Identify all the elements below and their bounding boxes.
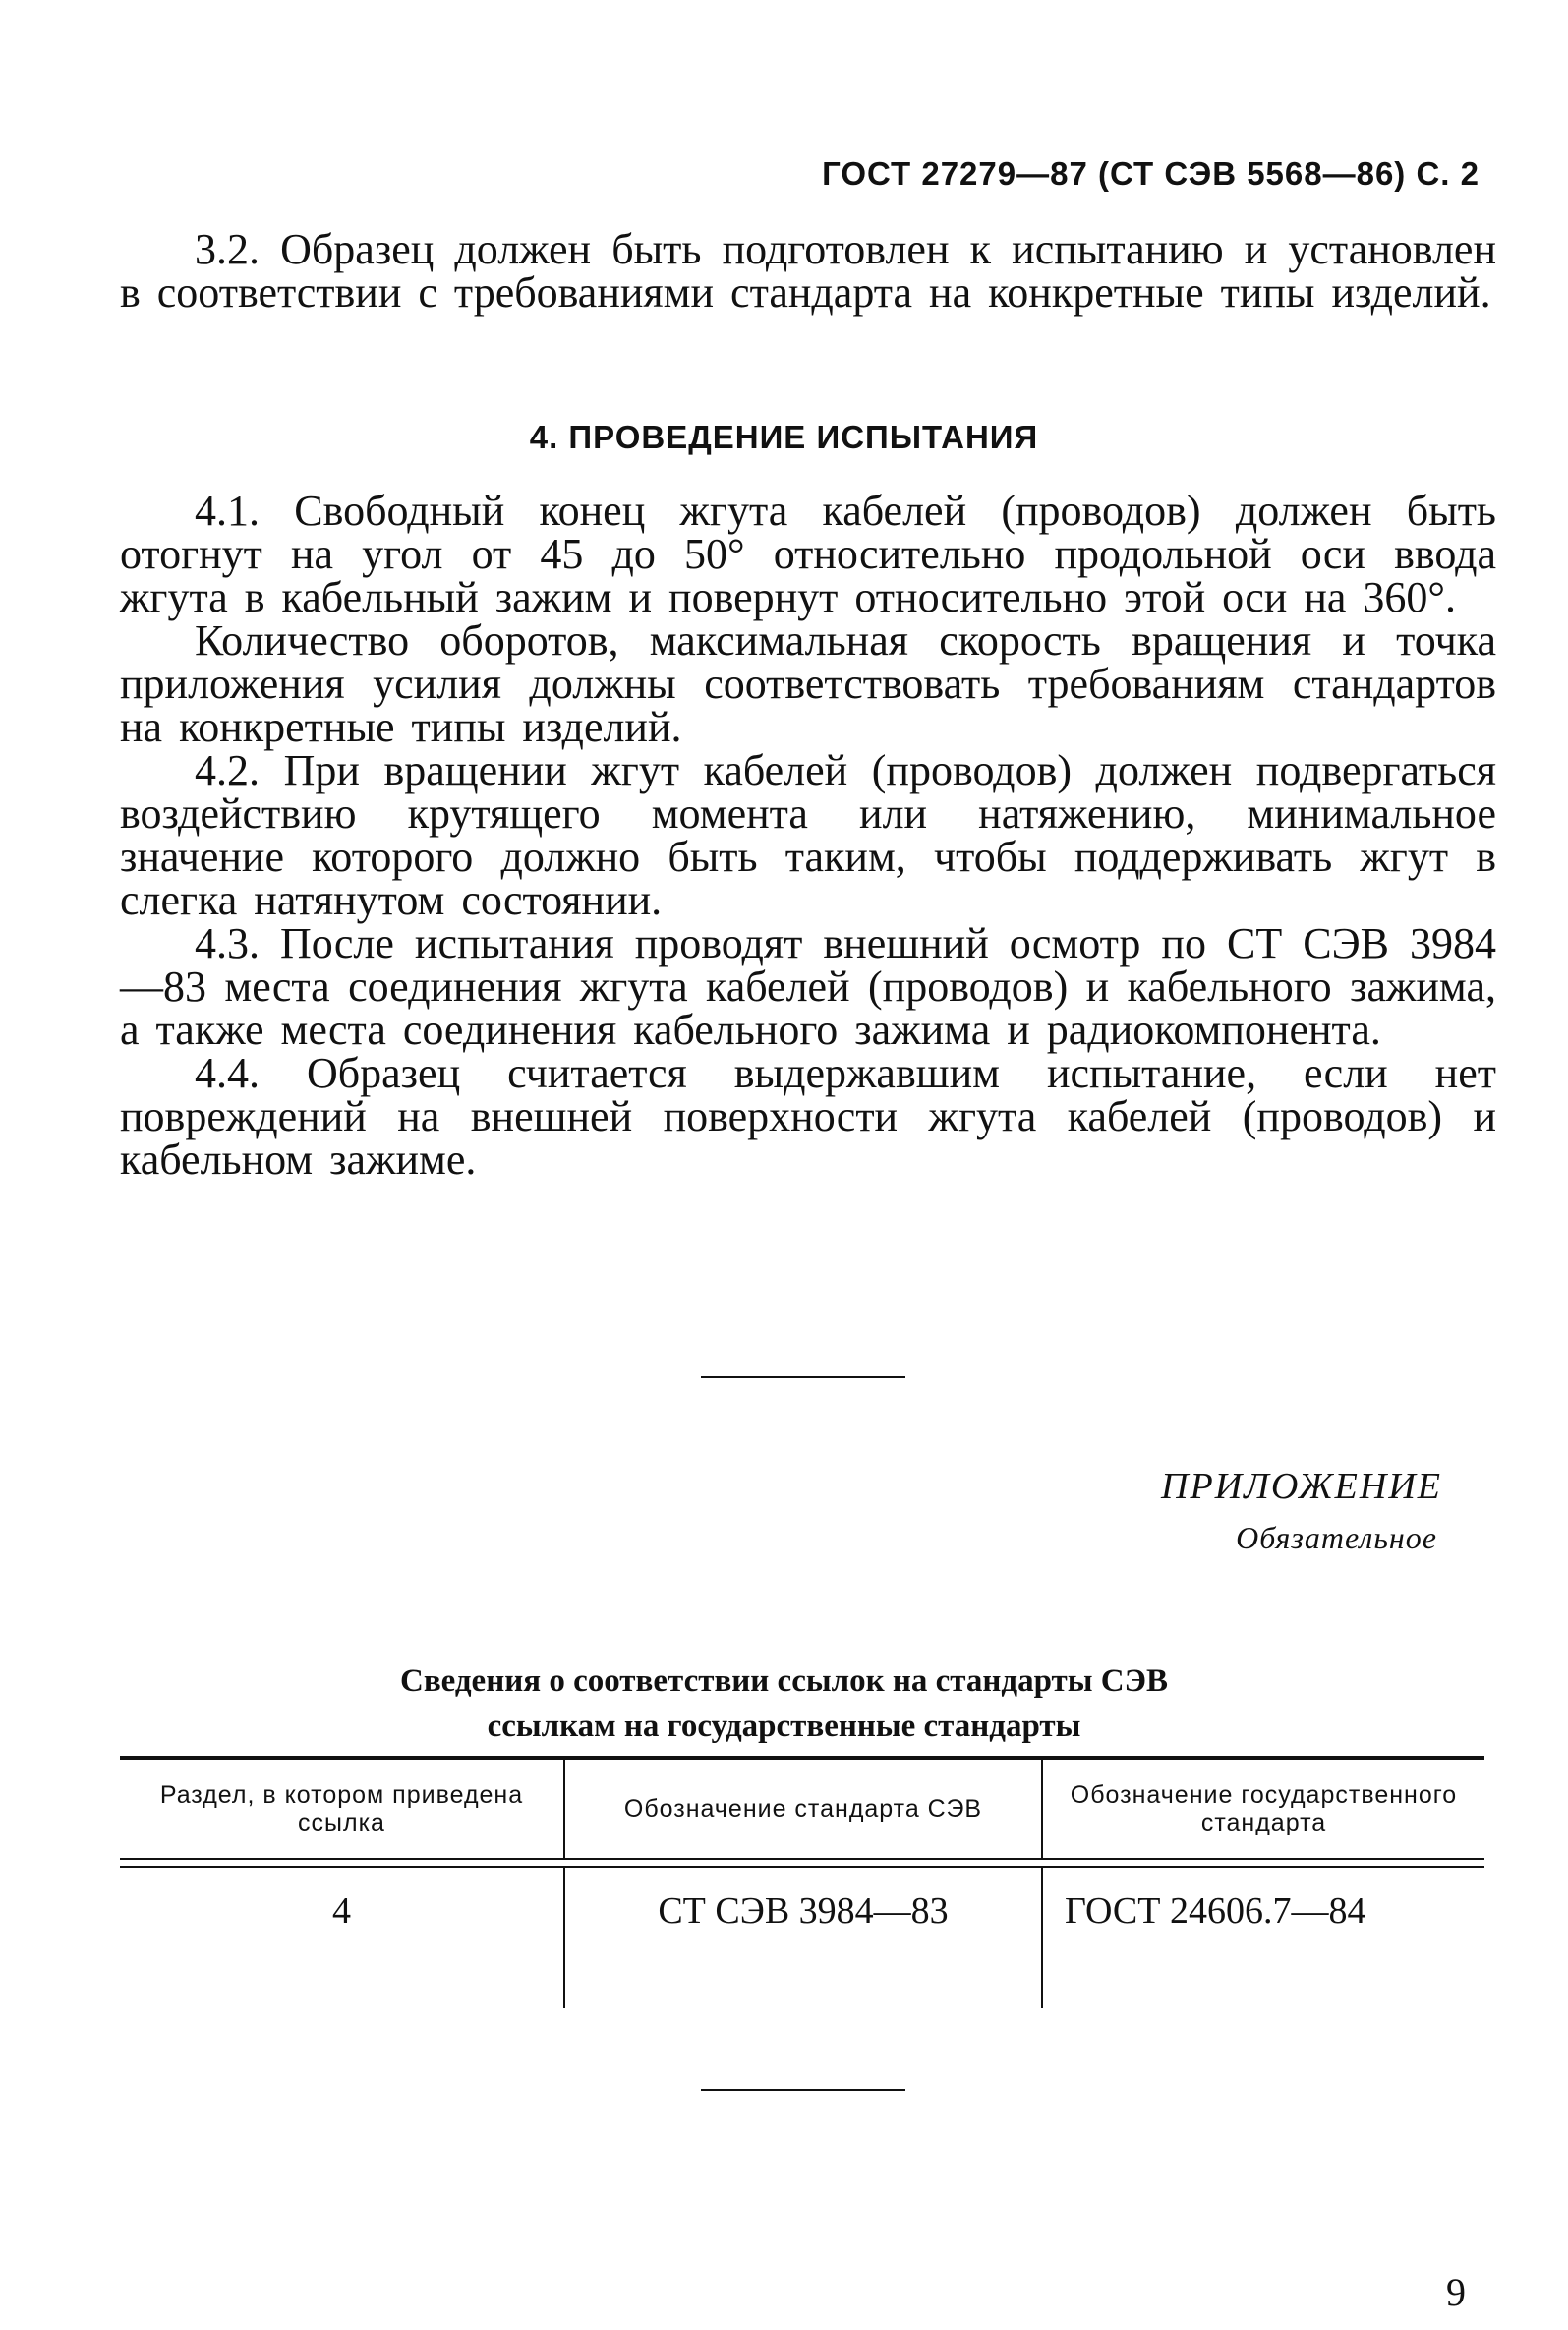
page-number: 9 <box>1446 2270 1466 2314</box>
paragraph-4-4: 4.4. Образец считается выдержавшим испытание, если нет повреждений на внешней поверхности жгута кабелей (проводов) и кабельном зажиме. <box>120 1049 1496 1184</box>
appendix-title: ПРИЛОЖЕНИЕ <box>1161 1466 1442 1507</box>
paragraph-4-1: 4.1. Свободный конец жгута кабелей (проводов) должен быть отогнут на угол от 45 до 50° относительно продольной оси ввода жгута в кабельный зажим и повернут относительно этой оси на 360°. <box>120 487 1496 621</box>
paragraph-3-2 <box>120 225 1496 317</box>
paragraph-3-2-text: 3.2. Образец должен быть подготовлен к испытанию и установлен в соответствии с требованиями стандарта на конкретные типы изделий. <box>120 225 1496 317</box>
paragraph-4-2: 4.2. При вращении жгут кабелей (проводов) должен подвергаться воздействию крутящего момента или натяжению, минимальное значение которого должно быть таким, чтобы поддерживать жгут в слегка натянутом состоянии. <box>120 746 1496 924</box>
table-double-rule <box>120 1859 1484 1867</box>
paragraph-4-3: 4.3. После испытания проводят внешний осмотр по СТ СЭВ 3984—83 места соединения жгута кабелей (проводов) и кабельного зажима, а также места соединения кабельного зажима и радиокомпонента. <box>120 919 1496 1054</box>
table-header-row <box>120 1758 1484 1859</box>
table-row <box>120 1867 1484 2008</box>
cell-section: 4 <box>332 1891 351 1932</box>
paragraph-4-1-continued: Количество оборотов, максимальная скорость вращения и точка приложения усилия должны соответствовать требованиям стандартов на конкретные типы изделий. <box>120 616 1496 751</box>
running-header: ГОСТ 27279—87 (СТ СЭВ 5568—86) С. 2 <box>822 155 1480 192</box>
cell-state-standard: ГОСТ 24606.7—84 <box>1042 1867 1484 2008</box>
section-4-title: 4. ПРОВЕДЕНИЕ ИСПЫТАНИЯ <box>529 419 1039 455</box>
appendix-subtitle: Обязательное <box>1236 1520 1437 1555</box>
cell-cmea-standard: СТ СЭВ 3984—83 <box>564 1867 1042 2008</box>
divider-rule <box>701 1376 905 1378</box>
end-rule <box>701 2089 905 2091</box>
header-cmea-standard: Обозначение стандарта СЭВ <box>564 1758 1042 1859</box>
table-title-line-2: ссылкам на государственные стандарты <box>487 1709 1081 1744</box>
header-state-standard: Обозначение государственного стандарта <box>1042 1758 1484 1859</box>
header-section: Раздел, в котором приведена ссылка <box>120 1758 564 1859</box>
section-4-body <box>120 487 1496 1184</box>
references-table <box>120 1756 1484 2008</box>
table-title-line-1: Сведения о соответствии ссылок на стандарты СЭВ <box>400 1663 1168 1699</box>
